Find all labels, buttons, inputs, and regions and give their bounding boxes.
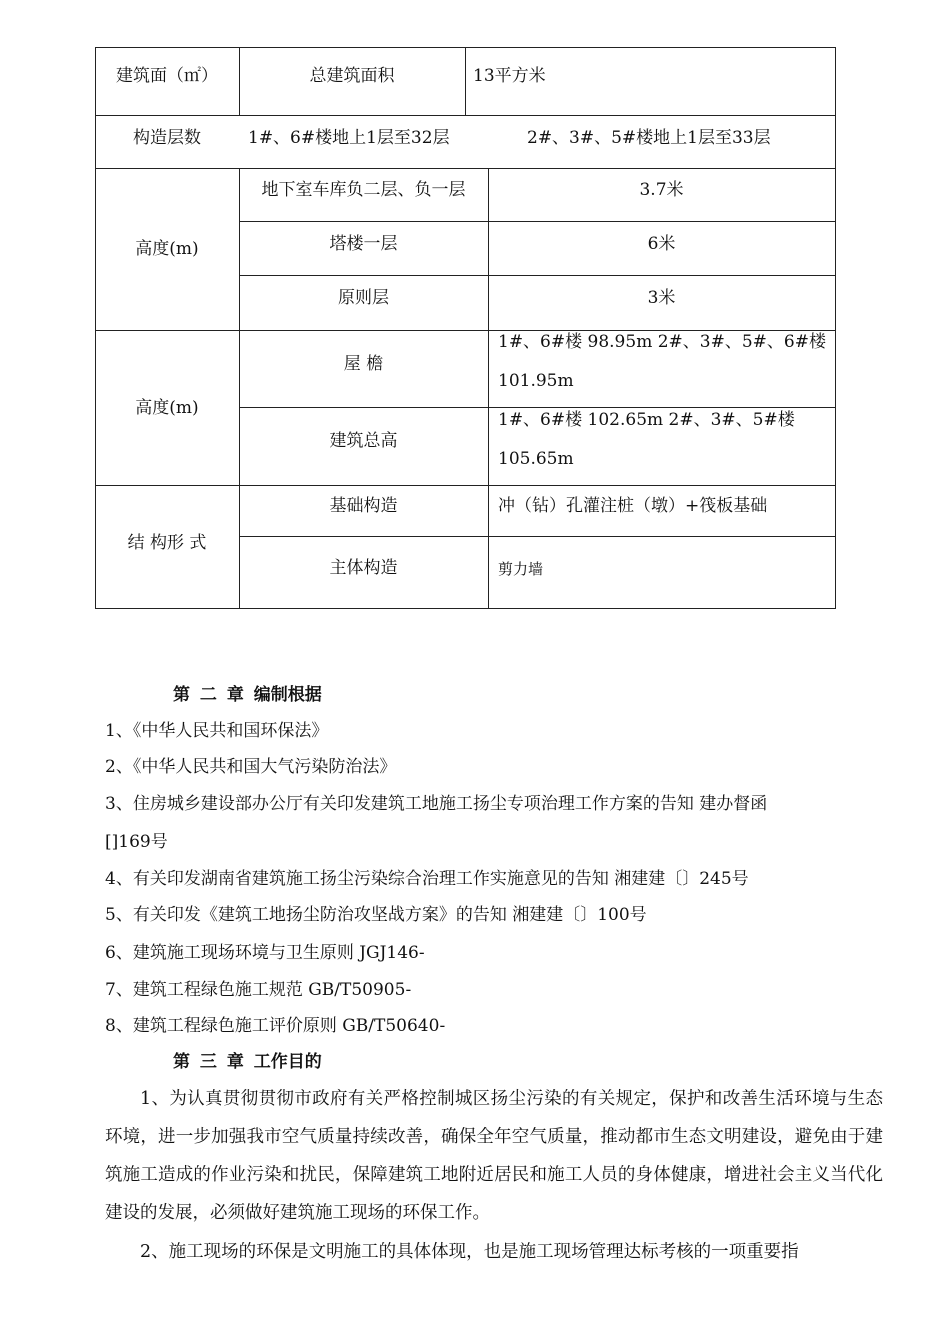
floors-left-value: 1#、6#楼地上1层至32层 — [248, 127, 450, 148]
basis-item-6: 6、建筑施工现场环境与卫生原则 JGJ146- — [105, 943, 425, 963]
basis-item-3-cont: []169号 — [105, 832, 168, 852]
basis-item-8: 8、建筑工程绿色施工评价原则 GB/T50640- — [105, 1016, 446, 1036]
eaves-label: 屋 檐 — [343, 353, 384, 374]
basement-floor-height: 3.7米 — [639, 179, 684, 200]
foundation-label: 基础构造 — [329, 495, 398, 516]
height-label: 高度(m) — [135, 239, 199, 259]
structure-form-label: 结 构形 式 — [127, 532, 207, 553]
chapter3-title: 第 三 章 工作目的 — [173, 1052, 322, 1072]
height-label-2: 高度(m) — [135, 397, 199, 418]
total-height-line2: 105.65m — [498, 449, 574, 469]
tower-first-floor-height: 6米 — [647, 233, 676, 254]
foundation-value: 冲（钻）孔灌注桩（墩）+筏板基础 — [498, 495, 768, 516]
total-height-value — [498, 401, 833, 479]
floors-label: 构造层数 — [133, 127, 201, 148]
standard-floor-height: 3米 — [647, 288, 676, 308]
basis-item-5: 5、有关印发《建筑工地扬尘防治攻坚战方案》的告知 湘建建〔〕100号 — [105, 905, 647, 925]
eaves-height-line1: 1#、6#楼 98.95m 2#、3#、5#、6#楼 — [498, 332, 826, 352]
eaves-height-value — [498, 323, 833, 401]
basis-item-4: 4、有关印发湖南省建筑施工扬尘污染综合治理工作实施意见的告知 湘建建〔〕245号 — [105, 869, 749, 889]
building-area-label: 建筑面（㎡） — [116, 66, 218, 86]
basement-floor-label: 地下室车库负二层、负一层 — [261, 179, 466, 200]
floors-right-value: 2#、3#、5#楼地上1层至33层 — [527, 127, 771, 148]
purpose-paragraph-1: 1、为认真贯彻贯彻市政府有关严格控制城区扬尘污染的有关规定，保护和改善生活环境与生态环境，进一步加强我市空气质量持续改善，确保全年空气质量，推动都市生态文明建设，避免由于建筑施工造成的作业污染和扰民，保障建筑工地附近居民和施工人员的身体健康，增进社会主义当代化建设的发展，必须做好建筑施工现场的环保工作。 — [105, 1089, 883, 1223]
eaves-height-line2: 101.95m — [498, 371, 574, 391]
basis-item-2: 2、《中华人民共和国大气污染防治法》 — [105, 757, 397, 777]
total-area-label: 总建筑面积 — [309, 66, 395, 86]
standard-floor-label: 原则层 — [338, 288, 389, 308]
total-height-label: 建筑总高 — [329, 430, 398, 451]
tower-first-floor-label: 塔楼一层 — [329, 233, 398, 254]
chapter2-title: 第 二 章 编制根据 — [173, 685, 322, 705]
basis-item-7: 7、建筑工程绿色施工规范 GB/T50905- — [105, 980, 412, 1000]
main-structure-label: 主体构造 — [329, 558, 398, 578]
total-area-value: 13平方米 — [473, 66, 546, 86]
basis-item-1: 1、《中华人民共和国环保法》 — [105, 721, 329, 741]
main-structure-value: 剪力墙 — [498, 560, 544, 578]
basis-item-3: 3、住房城乡建设部办公厅有关印发建筑工地施工扬尘专项治理工作方案的告知 建办督函 — [105, 794, 768, 814]
purpose-paragraph-2: 2、施工现场的环保是文明施工的具体体现，也是施工现场管理达标考核的一项重要指 — [140, 1242, 799, 1262]
total-height-line1: 1#、6#楼 102.65m 2#、3#、5#楼 — [498, 410, 795, 430]
